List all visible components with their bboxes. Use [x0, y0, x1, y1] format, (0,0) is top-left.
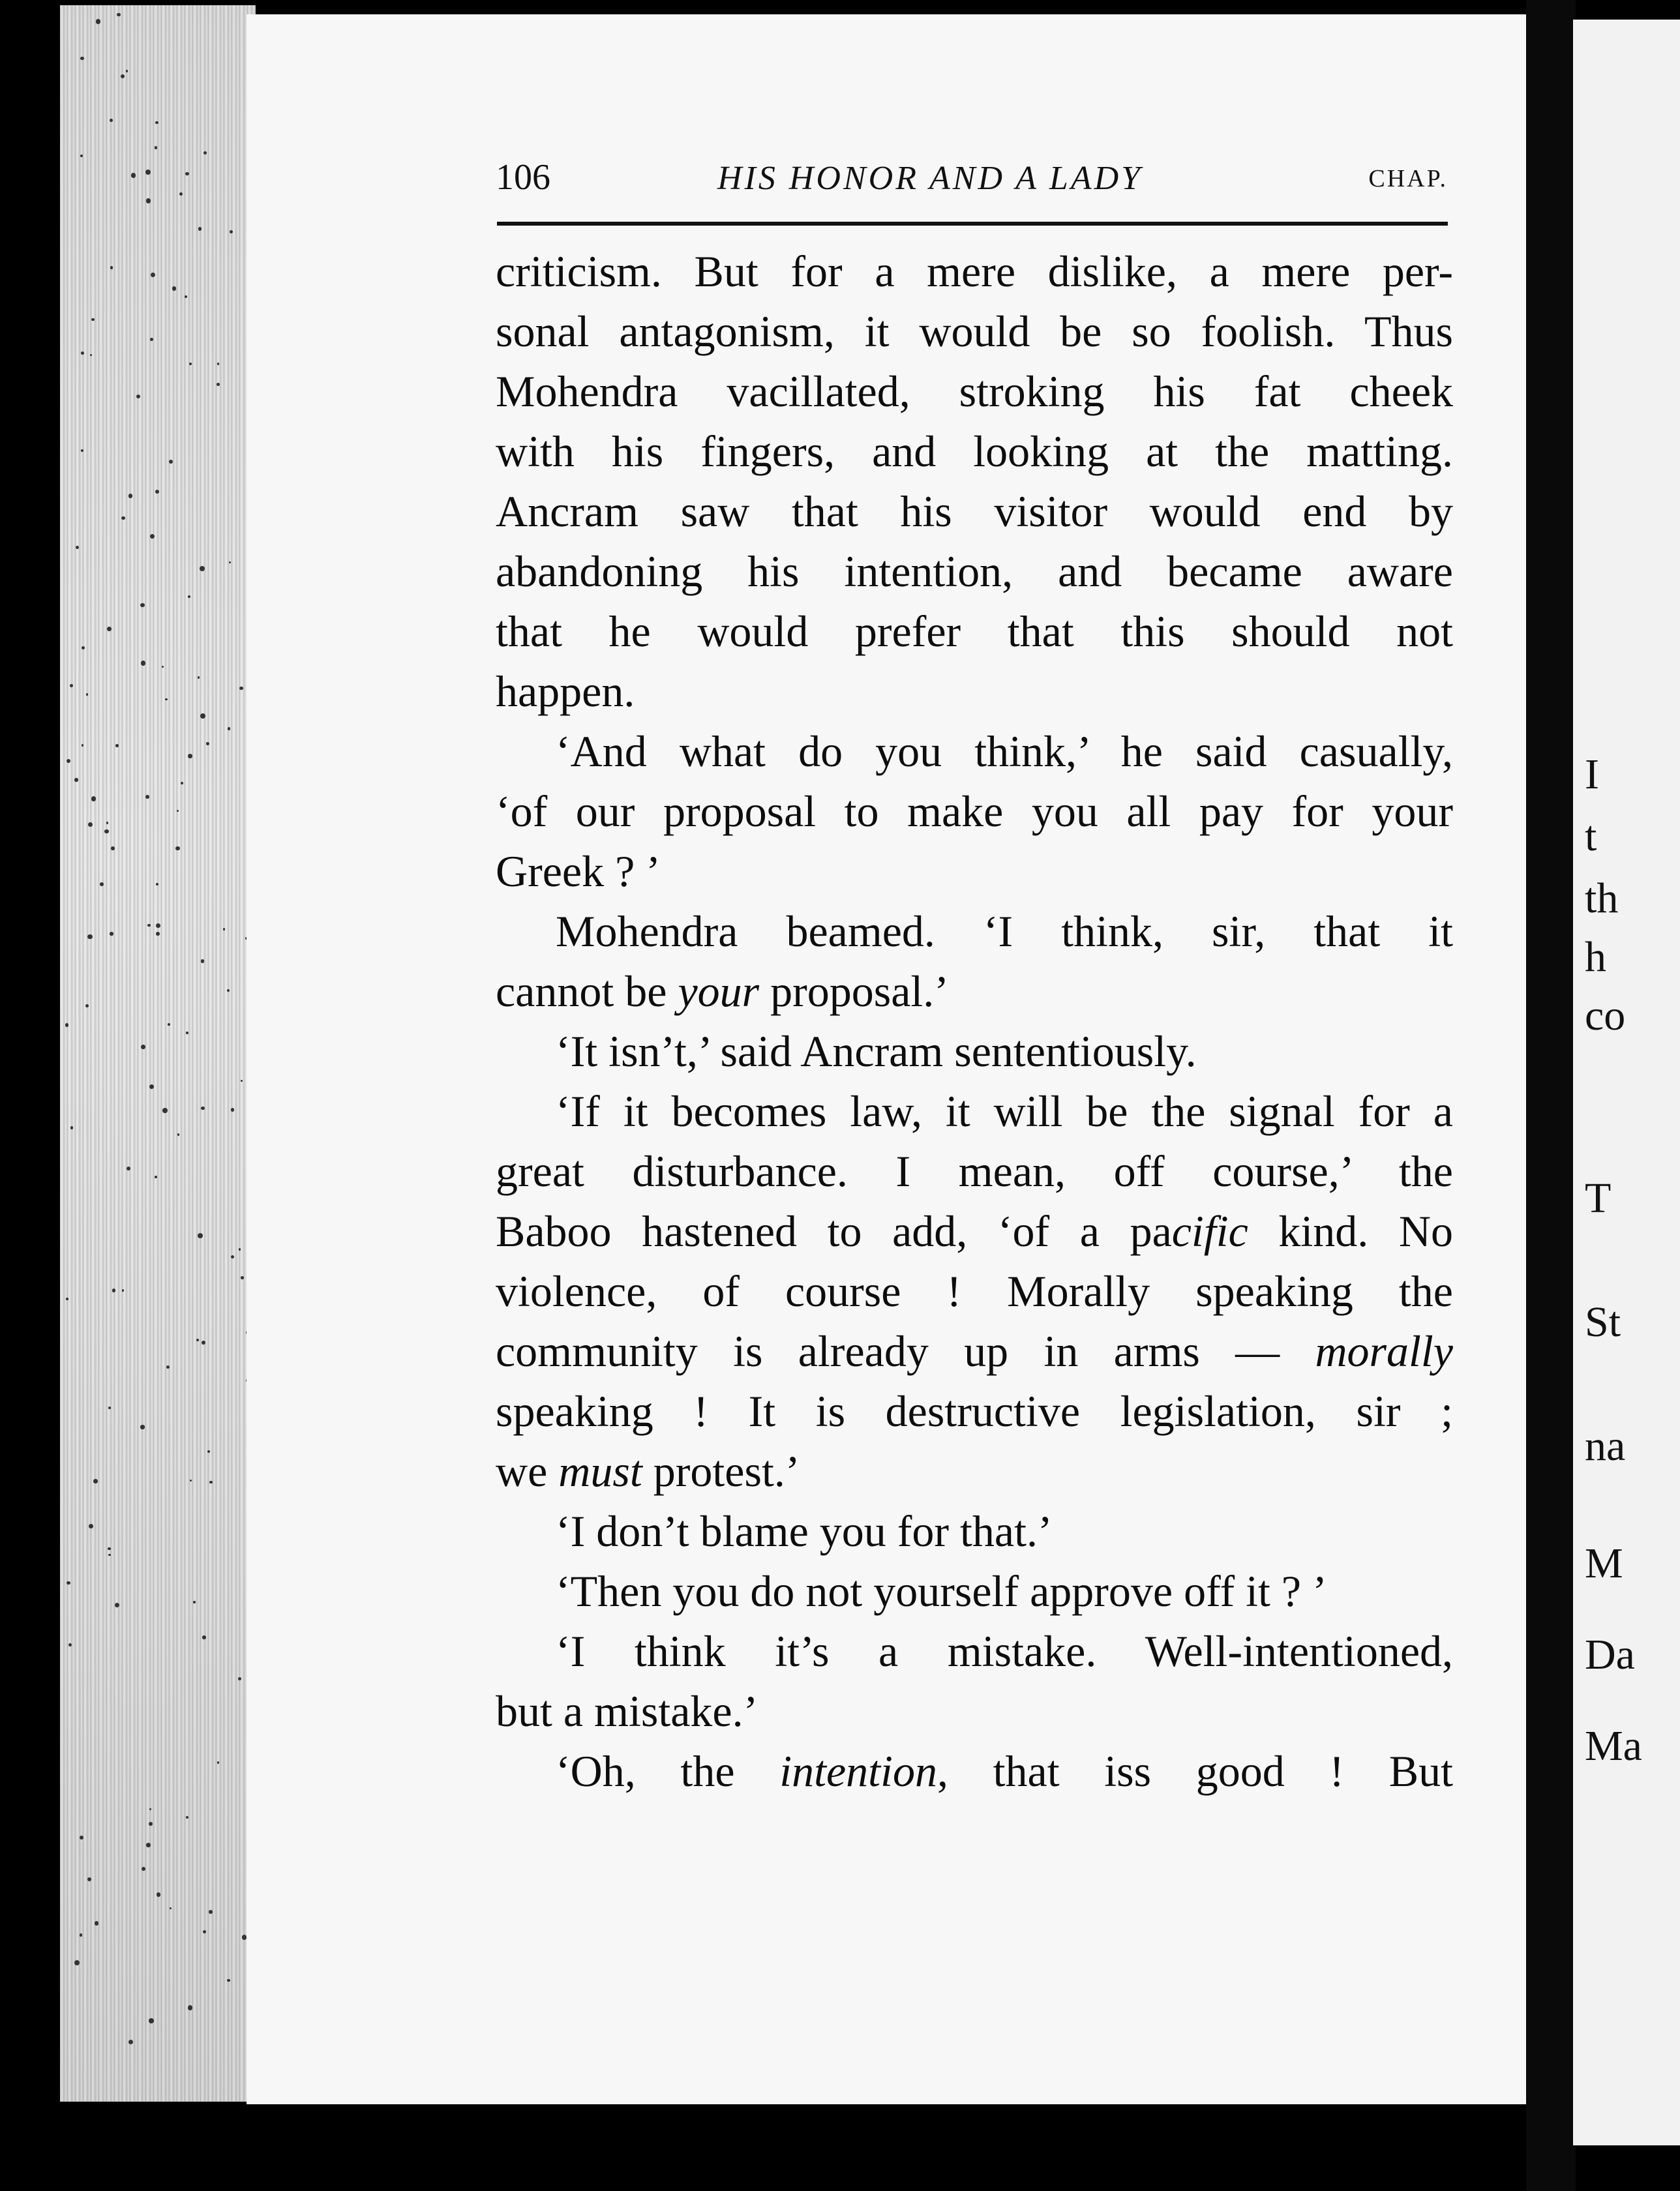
page-edge-speck — [121, 74, 125, 78]
page-edge-speck — [188, 595, 190, 598]
page-edge-speck — [157, 1892, 160, 1896]
page-edge-speck — [146, 1843, 151, 1847]
page-edge-speck — [177, 1133, 179, 1135]
facing-page-fragment: co — [1585, 992, 1626, 1039]
page-edge-speck — [181, 782, 183, 784]
page-edge-speck — [155, 1176, 157, 1178]
text-run: kind. No — [1248, 1206, 1453, 1256]
facing-page-fragment: th — [1585, 874, 1619, 922]
page-edge-speck — [91, 796, 97, 801]
page-edge-speck — [89, 1524, 93, 1528]
page-edge-speck — [156, 923, 160, 928]
page-edge-speck — [228, 727, 230, 730]
running-head — [496, 156, 1448, 209]
page-edge-speck — [223, 928, 225, 930]
text-line: ‘It isn’t,’ said Ancram sententiously. — [556, 1026, 1197, 1076]
page-edges-shade — [60, 5, 256, 2102]
text-line: ‘I don’t blame you for that.’ — [556, 1506, 1053, 1556]
text-line — [496, 1741, 1453, 1801]
page-edge-speck — [198, 676, 200, 678]
body-text — [496, 241, 1453, 1801]
text-line: abandoning his intention, and became aware — [496, 546, 1453, 596]
italic-run: cific — [1171, 1206, 1248, 1256]
page-edge-speck — [185, 172, 188, 175]
page-edge-speck — [188, 754, 192, 758]
facing-page-fragment: t — [1585, 812, 1597, 860]
page-edge-speck — [67, 759, 70, 763]
chapter-label: CHAP. — [1368, 165, 1448, 192]
page-edge-speck — [156, 932, 160, 936]
page-edge-speck — [145, 795, 149, 799]
page-edge-speck — [189, 363, 192, 365]
header-rule — [497, 222, 1448, 226]
text-line: ‘Then you do not yourself approve off it ? ’ — [556, 1566, 1327, 1616]
text-run: protest.’ — [642, 1446, 800, 1496]
page-edge-speck — [227, 989, 230, 992]
italic-run: your — [678, 966, 760, 1016]
text-line: that he would prefer that this should not — [496, 606, 1453, 656]
facing-page-fragment: na — [1585, 1422, 1626, 1470]
page-edge-speck — [145, 170, 151, 175]
page-edge-speck — [162, 1108, 168, 1113]
facing-page-fragment: T — [1585, 1174, 1612, 1222]
text-line: criticism. But for a mere dislike, a mere per- — [496, 246, 1453, 296]
page-edge-speck — [96, 19, 100, 23]
page-edge-speck — [85, 1004, 89, 1007]
book-gutter — [1526, 0, 1576, 2191]
facing-page-fragment: Da — [1585, 1631, 1635, 1678]
page-edge-speck — [112, 1289, 115, 1292]
facing-page-fragment: St — [1585, 1298, 1621, 1346]
text-line: violence, of course ! Morally speaking the — [496, 1266, 1453, 1316]
page-edge-speck — [241, 1276, 244, 1279]
page-edge-speck — [231, 1108, 234, 1111]
page-edge-speck — [128, 494, 133, 498]
page-edge-speck — [190, 1480, 192, 1482]
text-line: ‘If it becomes law, it will be the signal for a — [556, 1086, 1453, 1136]
page-edge-speck — [80, 57, 84, 61]
page-edge-speck — [70, 684, 73, 687]
running-title: HIS HONOR AND A LADY — [717, 160, 1143, 197]
page-edge-speck — [188, 2005, 192, 2010]
text-line — [496, 961, 1453, 1021]
page-edge-speck — [93, 1479, 97, 1483]
page-edge-speck — [156, 883, 158, 886]
text-line — [496, 1441, 1453, 1501]
page-edge-speck — [142, 1867, 145, 1871]
page-edge-speck — [203, 151, 207, 155]
page-edge-speck — [115, 744, 119, 747]
italic-run: intention — [779, 1746, 937, 1796]
page-edge-speck — [175, 846, 180, 851]
page-edge-speck — [117, 13, 120, 16]
text-line: ‘I think it’s a mistake. Well-intentioned, — [556, 1626, 1453, 1676]
page-edge-speck — [185, 295, 187, 298]
page-edge-speck — [209, 1481, 212, 1483]
text-line: ‘of our proposal to make you all pay for your — [496, 786, 1453, 836]
page-edge-speck — [126, 70, 128, 72]
page-edge-speck — [217, 363, 219, 365]
text-run: proposal.’ — [759, 966, 949, 1016]
page-edge-speck — [209, 1910, 213, 1914]
page-edge-speck — [201, 1107, 205, 1110]
facing-page-fragment: h — [1585, 933, 1606, 981]
page-edge-speck — [74, 778, 78, 781]
facing-page-fragment: I — [1585, 751, 1599, 798]
page-edge-speck — [66, 1298, 68, 1300]
page-edge-speck — [140, 1425, 144, 1429]
page-edge-speck — [131, 173, 136, 177]
page-edge-speck — [179, 192, 183, 196]
text-line: speaking ! It is destructive legislation, sir ; — [496, 1386, 1453, 1436]
facing-page-fragment: Ma — [1585, 1722, 1642, 1770]
page-edge-speck — [87, 1877, 91, 1881]
text-line: Ancram saw that his visitor would end by — [496, 486, 1453, 536]
text-line — [496, 1321, 1453, 1381]
page-edge-speck — [147, 924, 150, 927]
page-edge-speck — [110, 932, 113, 936]
page-edge-speck — [82, 646, 85, 649]
page-edge-speck — [110, 266, 113, 269]
page-edge-speck — [198, 1233, 203, 1238]
page-edge-speck — [196, 1339, 199, 1341]
page-edge-speck — [88, 822, 93, 827]
text-line: ‘And what do you think,’ he said casually, — [556, 726, 1453, 776]
page-edge-speck — [122, 1289, 124, 1291]
text-line: with his fingers, and looking at the matting. — [496, 426, 1453, 476]
page-edge-speck — [186, 1032, 188, 1034]
page-edge-speck — [202, 1635, 206, 1639]
page-edge-speck — [200, 713, 205, 719]
text-run: Baboo hastened to add, ‘of a pa — [496, 1206, 1172, 1256]
page-edge-speck — [201, 959, 205, 963]
text-run: community is already up in arms — — [496, 1326, 1315, 1376]
text-run: ‘Oh, the — [556, 1746, 780, 1796]
page-edge-speck — [80, 1836, 83, 1840]
page-edge-speck — [141, 1045, 145, 1049]
page-edge-speck — [155, 146, 158, 149]
page-edge-speck — [193, 1601, 195, 1603]
page-edge-speck — [241, 1080, 243, 1082]
text-line: Greek ? ’ — [496, 846, 661, 896]
page-edge-speck — [68, 1643, 72, 1647]
text-line — [496, 1201, 1453, 1261]
text-run: , that iss good ! But — [937, 1746, 1453, 1796]
text-line: Mohendra vacillated, stroking his fat cheek — [496, 366, 1453, 416]
page-edge-speck — [141, 661, 145, 665]
page-edge-speck — [108, 1407, 111, 1409]
page-edge-speck — [149, 1822, 153, 1826]
page-edge-speck — [87, 934, 93, 940]
page-edge-speck — [100, 882, 104, 886]
page-edge-speck — [106, 822, 108, 824]
italic-run: must — [558, 1446, 642, 1496]
page-edge-speck — [110, 119, 113, 122]
page-edge-speck — [111, 846, 115, 850]
page-edge-speck — [95, 1921, 98, 1925]
page-edge-speck — [86, 693, 89, 696]
page-edge-speck — [104, 829, 108, 833]
page-edge-speck — [81, 449, 83, 452]
page-edge-speck — [70, 1126, 73, 1129]
text-line: great disturbance. I mean, off course,’ the — [496, 1146, 1453, 1196]
text-line: Mohendra beamed. ‘I think, sir, that it — [556, 906, 1453, 956]
facing-page — [1573, 20, 1680, 2145]
page-edge-speck — [65, 1023, 68, 1026]
page-edge-speck — [198, 227, 202, 230]
text-line: sonal antagonism, it would be so foolish. Thus — [496, 306, 1453, 356]
text-run: cannot be — [496, 966, 678, 1016]
text-line: happen. — [496, 666, 635, 716]
page-edge-speck — [155, 121, 158, 124]
text-run: we — [496, 1446, 559, 1496]
page-edge-speck — [202, 1341, 205, 1345]
page-edge-speck — [149, 2018, 153, 2023]
text-line: but a mistake.’ — [496, 1686, 758, 1736]
page-edge-speck — [67, 1581, 70, 1585]
italic-run: morally — [1315, 1326, 1453, 1376]
page-number: 106 — [496, 157, 550, 198]
facing-page-fragment: M — [1585, 1540, 1623, 1587]
